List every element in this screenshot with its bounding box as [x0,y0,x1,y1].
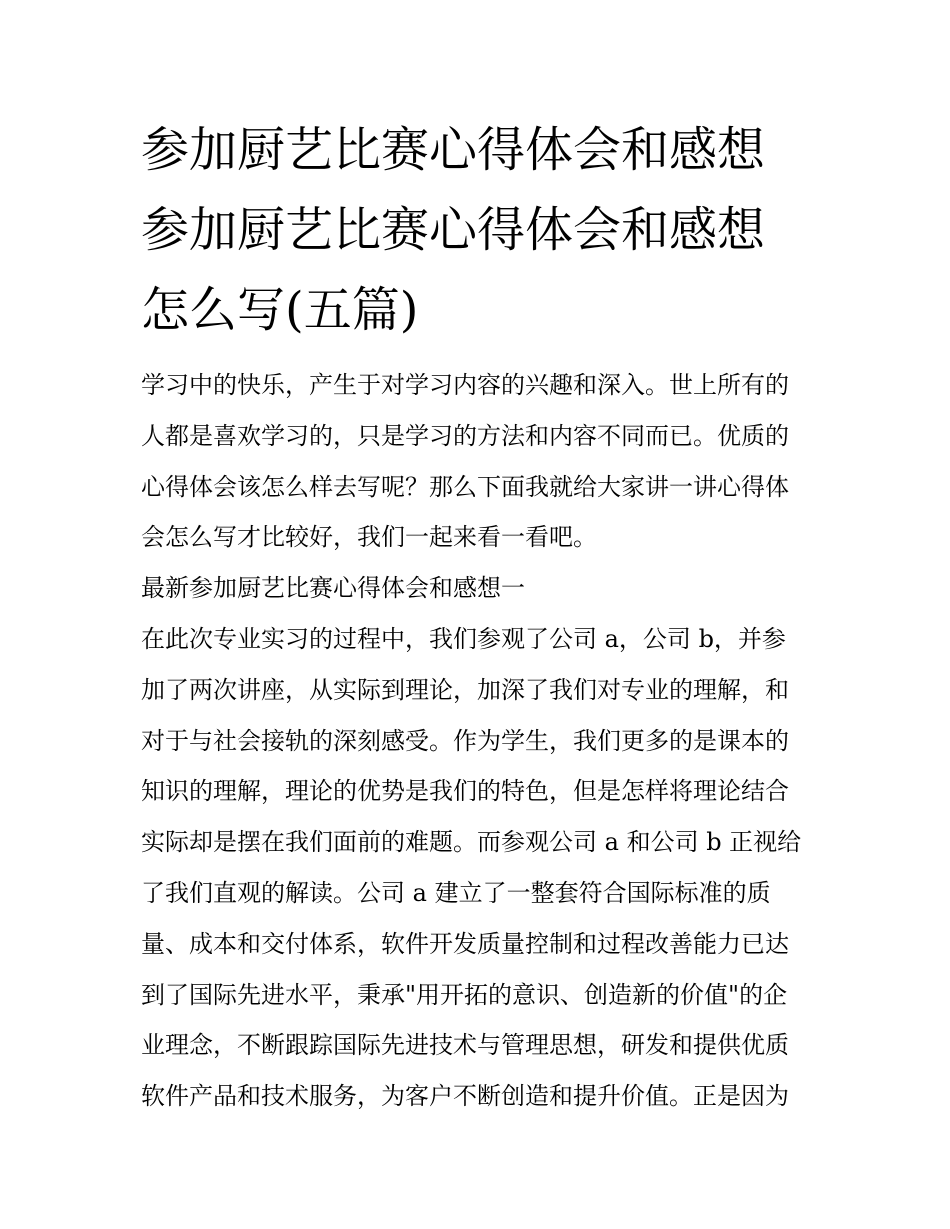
text-line: 心得体会该怎么样去写呢？那么下面我就给大家讲一讲心得体 [141,472,789,501]
text-line: 知识的理解，理论的优势是我们的特色，但是怎样将理论结合 [141,777,789,806]
text-line: 会怎么写才比较好，我们一起来看一看吧。 [141,523,597,552]
title-line: 怎么写(五篇) [141,282,419,338]
text-line: 软件产品和技术服务，为客户不断创造和提升价值。正是因为 [141,1082,789,1111]
text-line: 业理念，不断跟踪国际先进技术与管理思想，研发和提供优质 [141,1031,789,1060]
text-line: 到了国际先进水平，秉承"用开拓的意识、创造新的价值"的企 [141,980,788,1009]
title-line: 参加厨艺比赛心得体会和感想 [141,122,766,178]
text-line: 人都是喜欢学习的，只是学习的方法和内容不同而已。优质的 [141,421,789,450]
text-line: 在此次专业实习的过程中，我们参观了公司 a，公司 b，并参 [141,624,786,653]
text-line: 加了两次讲座，从实际到理论，加深了我们对专业的理解，和 [141,675,789,704]
text-line: 学习中的快乐，产生于对学习内容的兴趣和深入。世上所有的 [141,371,789,399]
text-line: 了我们直观的解读。公司 a 建立了一整套符合国际标准的质 [141,878,771,907]
text-line: 对于与社会接轨的深刻感受。作为学生，我们更多的是课本的 [141,726,789,755]
title-line: 参加厨艺比赛心得体会和感想 [141,202,766,258]
document-title [141,110,813,350]
section-paragraph [141,614,813,1122]
intro-paragraph [141,360,813,563]
section-heading: 最新参加厨艺比赛心得体会和感想一 [141,574,525,603]
document-page [141,110,813,1122]
text-line: 实际却是摆在我们面前的难题。而参观公司 a 和公司 b 正视给 [141,828,802,857]
text-line: 量、成本和交付体系，软件开发质量控制和过程改善能力已达 [141,929,789,958]
